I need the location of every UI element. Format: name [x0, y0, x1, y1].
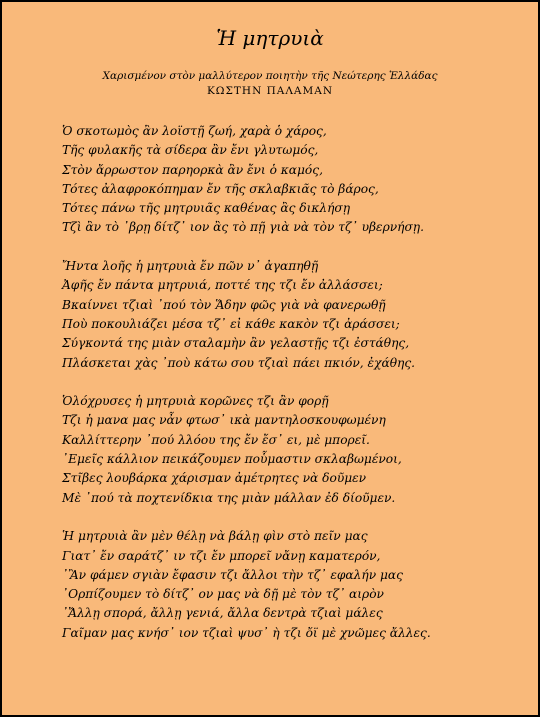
poem-line: Ἡ μητρυιὰ ἂν μὲν θέλῃ νὰ βάλῃ φὶν στὸ πεῖν μας — [62, 529, 368, 544]
dedication — [2, 69, 538, 99]
poem-line: Γαῖμαν μας κνήσ᾿ ιον τζιαὶ ψυσ᾿ ὴ τζι ὄϊ μὲ χνῶμες ἄλλες. — [62, 625, 431, 640]
dedication-author: ΚΩΣΤΗΝ ΠΑΛΑΜΑΝ — [206, 85, 334, 97]
poem-line: ᾿Ορπίζουμεν τὸ δίτζ᾿ ον μας νὰ δῇ μὲ τὸν τζ᾿ αιρὸν — [62, 587, 384, 602]
poem-title: Ἡ μητρυιὰ — [216, 26, 324, 50]
poem-line: ᾿Εμεῖς κάλλιον πεικάζουμεν πoὗμαστιν σκλαβωμένοι, — [62, 452, 402, 467]
poem-line: Τζὶ ἂν τὸ ᾿βρῃ δίτζ᾿ ιον ἂς τὸ πῇ γιὰ νὰ τὸν τζ᾿ υβερνήσῃ. — [62, 220, 424, 235]
stanza-1 — [62, 122, 532, 238]
poem-line: Γιατ᾿ ἔν σαράτζ᾿ ιν τζι ἔν μπορεῖ νἄνῃ καματερόν, — [62, 548, 381, 563]
dedication-line: Χαρισμένον στὸν μαλλύτερον ποιητὴν τῆς Νεώτερης Ἑλλάδας — [102, 70, 438, 82]
poem-line: Τζι ἡ μανα μας νἆν φτωσ᾿ ικὰ μαντηλοσκουφωμένη — [62, 413, 386, 428]
stanza-3 — [62, 392, 532, 508]
poem-line: Μὲ ᾿πού τὰ ποχτενίδκια της μιὰν μάλλαν ἐδ δίοῦμεν. — [62, 490, 396, 505]
stanza-2 — [62, 257, 532, 373]
stanza-4 — [62, 527, 532, 643]
poem-line: Πλάσκεται χὰς ᾿ποὺ κάτω σου τζιαὶ πάει πκιόν, ἐχάθης. — [62, 355, 416, 370]
poem-line: Τῆς φυλακῆς τὰ σίδερα ἂν ἔνι γλυτωμός, — [62, 143, 319, 158]
poem-line: Τότες ἀλαφροκόπημαν ἔν τῆς σκλαβκιᾶς τὸ βάρος, — [62, 181, 379, 196]
poem-line: Καλλίττερην ᾿πού λλόου της ἔν ἔσ᾿ ει, μὲ μπορεῖ. — [62, 432, 370, 447]
poem-line: ᾿Ἄλλῃ σπορά, ἄλλῃ γενιά, ἄλλα δεντρὰ τζιαὶ μάλες — [62, 606, 383, 621]
poem-line: Ὁ σκοτωμὸς ἂν λοϊστῇ ζωή, χαρὰ ὁ χάρος, — [62, 124, 327, 138]
poem-line: Στὸν ἄρρωστον παρηορκὰ ἂν ἔνι ὁ καμός, — [62, 162, 323, 177]
poem-line: Στῖβες λουβάρκα χάρισμαν ἀμέτρητες νὰ δοῦμεν — [62, 471, 367, 486]
poem-line: ᾿Ἂν φάμεν σγιὰν ἔφασιν τζι ἄλλοι τὴν τζ᾿ εφαλήν μας — [62, 567, 403, 582]
poem-line: Ἀφῆς ἔν πάντα μητρυιά, ποττέ της τζι ἔν ἀλλάσσει; — [62, 278, 383, 293]
poem-line: Τότες πάνω τῆς μητρυιᾶς καθένας ἂς δικλήσῃ — [62, 201, 351, 216]
poem-line: Ἤντα λοῆς ἡ μητρυιὰ ἔν πῶν ν᾿ ἀγαπηθῇ — [62, 259, 319, 274]
poem-page — [2, 2, 538, 715]
poem-line: Βκαίννει τζιαὶ ᾿πού τὸν Ἅδην φῶς γιὰ νὰ φανερωθῇ — [62, 297, 386, 312]
poem-line: Σύγκοντά της μιὰν σταλαμὴν ἂν γελαστῇς τζι ἐστάθης, — [62, 336, 410, 351]
poem-body — [62, 122, 532, 662]
poem-line: Ὁλόχρυσες ἡ μητρυιὰ κορῶνες τζι ἂν φορῇ — [62, 394, 329, 409]
poem-line: Ποὺ ποκουλιάζει μέσα τζ᾿ εἰ κάθε κακὸν τζι ἀράσσει; — [62, 316, 400, 331]
